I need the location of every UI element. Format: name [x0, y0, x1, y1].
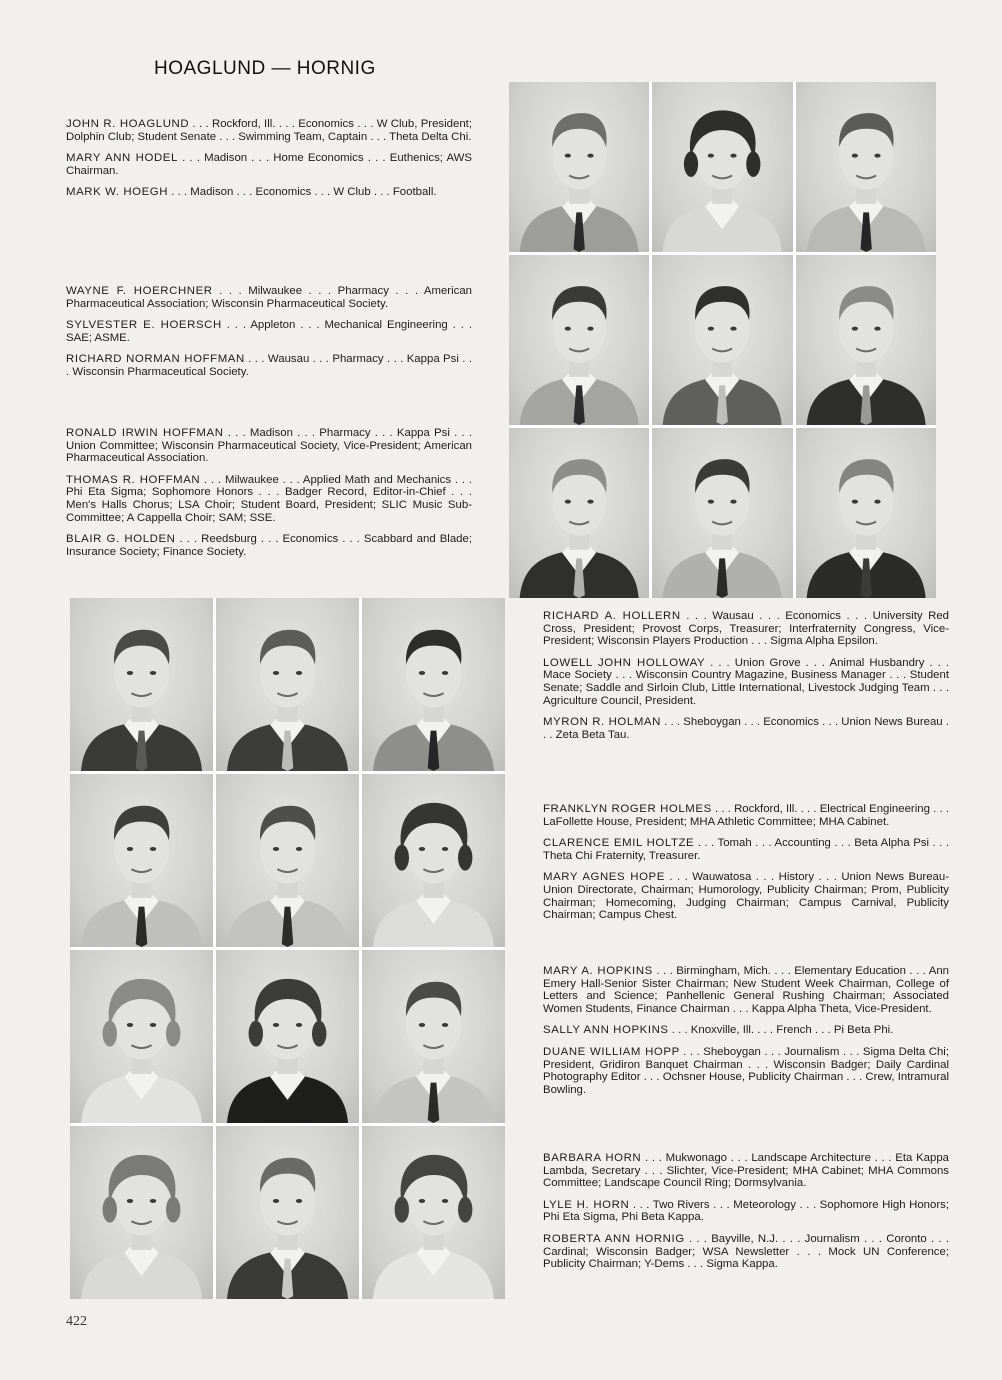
bio-name: MARY A. HOPKINS — [543, 965, 653, 977]
bio-entry — [66, 186, 472, 199]
bio-details: . . . Mukwonago . . . Landscape Architecture . . . Eta Kappa Lambda, Secretary . . . Slichter, Vice-President; MHA Cabinet; MHA Commons Committee; Landscape Council Ring; Dormsylvania. — [543, 1152, 949, 1190]
portrait-silhouette — [796, 255, 936, 425]
portrait-silhouette — [796, 82, 936, 252]
portrait-photo — [509, 82, 649, 252]
portrait-silhouette — [652, 82, 792, 252]
bio-name: MYRON R. HOLMAN — [543, 716, 661, 729]
bio-name: BARBARA HORN — [543, 1152, 642, 1164]
bio-entry — [66, 319, 472, 344]
portrait-photo — [362, 950, 505, 1123]
bio-entry — [543, 837, 949, 862]
bio-details: . . . Wauwatosa . . . History . . . Union News Bureau-Union Directorate, Chairman; Humorology, Publicity Chairman; Prom, Publicity Chairman; Homecoming, Judging Chairman; Campus Carnival, Publicity Chairman; Campus Chest. — [543, 871, 949, 922]
bio-details: . . . Milwaukee . . . Pharmacy . . . American Pharmaceutical Association; Wisconsin Pharmaceutical Society. — [66, 285, 472, 310]
bio-name: SYLVESTER E. HOERSCH — [66, 319, 222, 332]
bio-details: . . . Tomah . . . Accounting . . . Beta Alpha Psi . . . Theta Chi Fraternity, Treasurer. — [543, 837, 949, 862]
portrait-photo — [509, 255, 649, 425]
portrait-silhouette — [70, 1126, 213, 1299]
bio-entry — [543, 716, 949, 741]
portrait-photo — [362, 1126, 505, 1299]
bio-name: WAYNE F. HOERCHNER — [66, 285, 213, 297]
portrait-photo — [216, 774, 359, 947]
bio-details: . . . Madison . . . Economics . . . W Club . . . Football. — [168, 186, 437, 199]
portrait-silhouette — [70, 774, 213, 947]
bio-name: DUANE WILLIAM HOPP — [543, 1045, 680, 1058]
portrait-silhouette — [796, 428, 936, 598]
portrait-silhouette — [216, 950, 359, 1123]
portrait-photo — [652, 428, 792, 598]
bio-entry — [543, 657, 949, 707]
bio-entry — [543, 610, 949, 648]
portrait-grid-bottom — [70, 598, 505, 1299]
portrait-photo — [216, 1126, 359, 1299]
portrait-silhouette — [70, 950, 213, 1123]
bio-details: . . . Rockford, Ill. . . . Economics . . . W Club, President; Dolphin Club; Student Senate . . . Swimming Team, Captain . . . Theta Delta Chi. — [66, 118, 472, 143]
bio-entry — [543, 871, 949, 921]
portrait-photo — [796, 255, 936, 425]
portrait-photo — [70, 774, 213, 947]
portrait-silhouette — [216, 1126, 359, 1299]
bio-group-holmes — [543, 803, 949, 931]
portrait-silhouette — [362, 774, 505, 947]
bio-details: . . . Sheboygan . . . Journalism . . . Sigma Delta Chi; President, Gridiron Banquet Chairman . . . Wisconsin Badger; Daily Cardinal Photography Editor . . . Ochsner House, Publicity Chairman . . . Crew, Intramural Bowling. — [543, 1045, 949, 1096]
portrait-silhouette — [509, 428, 649, 598]
bio-entry — [543, 1152, 949, 1190]
bio-entry — [543, 1199, 949, 1224]
bio-details: . . . Two Rivers . . . Meteorology . . . Sophomore High Honors; Phi Eta Sigma, Phi Beta Kappa. — [543, 1198, 950, 1224]
portrait-silhouette — [362, 1126, 505, 1299]
bio-name: RONALD IRWIN HOFFMAN — [66, 427, 224, 439]
portrait-silhouette — [362, 950, 505, 1123]
portrait-photo — [70, 950, 213, 1123]
portrait-photo — [796, 428, 936, 598]
bio-entry — [66, 474, 472, 524]
bio-entry — [66, 427, 472, 465]
portrait-photo — [796, 82, 936, 252]
bio-name: RICHARD NORMAN HOFFMAN — [66, 353, 245, 366]
portrait-photo — [216, 598, 359, 771]
portrait-photo — [509, 428, 649, 598]
bio-group-hoaglund — [66, 118, 472, 208]
portrait-silhouette — [216, 774, 359, 947]
portrait-photo — [652, 255, 792, 425]
bio-details: . . . Birmingham, Mich. . . . Elementary Education . . . Ann Emery Hall-Senior Sister Chairman; New Student Week Chairman, College of Letters and Science; Panhellenic General Rushing Chairman; Associated Women Students, Finance Chairman . . . Kappa Alpha Theta, Vice-President. — [543, 965, 949, 1015]
portrait-silhouette — [70, 598, 213, 771]
bio-name: ROBERTA ANN HORNIG — [543, 1232, 685, 1245]
bio-name: FRANKLYN ROGER HOLMES — [543, 803, 712, 815]
page-number: 422 — [66, 1314, 87, 1329]
bio-name: LOWELL JOHN HOLLOWAY — [543, 656, 706, 669]
bio-name: LYLE H. HORN — [543, 1198, 630, 1211]
bio-details: . . . Madison . . . Home Economics . . . Euthenics; AWS Chairman. — [66, 152, 472, 177]
portrait-silhouette — [362, 598, 505, 771]
portrait-silhouette — [509, 82, 649, 252]
portrait-silhouette — [216, 598, 359, 771]
bio-entry — [543, 965, 949, 1015]
bio-name: MARK W. HOEGH — [66, 186, 169, 199]
bio-details: . . . Sheboygan . . . Economics . . . Union News Bureau . . . Zeta Beta Tau. — [543, 716, 949, 741]
bio-group-horn — [543, 1152, 949, 1280]
bio-name: MARY ANN HODEL — [66, 152, 178, 165]
portrait-photo — [70, 1126, 213, 1299]
bio-entry — [543, 1046, 949, 1096]
bio-entry — [543, 1233, 949, 1271]
portrait-silhouette — [652, 428, 792, 598]
bio-entry — [543, 803, 949, 828]
bio-entry — [66, 152, 472, 177]
bio-details: . . . Union Grove . . . Animal Husbandry . . . Mace Society . . . Wisconsin Country Magazine, Business Manager . . . Student Senate; Saddle and Sirloin Club, Little International, Livestock Judging Team . . . Agriculture Council, President. — [543, 656, 949, 707]
bio-group-hoerchner — [66, 285, 472, 388]
bio-details: . . . Milwaukee . . . Applied Math and Mechanics . . . Phi Eta Sigma; Sophomore Honors . . . Badger Record, Editor-in-Chief . . . Men's Halls Chorus; LSA Choir; Student Board, President; SLIC Music Sub-Committee; A Cappella Choir; SAM; SSE. — [66, 473, 472, 524]
portrait-silhouette — [652, 255, 792, 425]
bio-entry — [66, 118, 472, 143]
bio-group-hopkins — [543, 965, 949, 1105]
bio-name: RICHARD A. HOLLERN — [543, 610, 681, 622]
bio-details: . . . Wausau . . . Economics . . . University Red Cross, President; Provost Corps, Treasurer; Interfraternity Congress, Vice-President; Wisconsin Players Production . . . Sigma Alpha Epsilon. — [543, 610, 949, 648]
bio-details: . . . Appleton . . . Mechanical Engineering . . . SAE; ASME. — [66, 319, 472, 344]
bio-entry — [66, 533, 472, 558]
portrait-photo — [362, 774, 505, 947]
portrait-photo — [70, 598, 213, 771]
portrait-photo — [362, 598, 505, 771]
portrait-photo — [652, 82, 792, 252]
bio-entry — [66, 285, 472, 310]
bio-name: JOHN R. HOAGLUND — [66, 118, 190, 130]
page-header: HOAGLUND — HORNIG — [154, 58, 376, 79]
bio-name: CLARENCE EMIL HOLTZE — [543, 837, 695, 850]
portrait-photo — [216, 950, 359, 1123]
bio-group-hollern — [543, 610, 949, 750]
bio-name: MARY AGNES HOPE — [543, 871, 665, 884]
bio-details: . . . Madison . . . Pharmacy . . . Kappa Psi . . . Union Committee; Wisconsin Pharmaceutical Society, Vice-President; American Pharmaceutical Association. — [66, 427, 472, 465]
bio-details: . . . Knoxville, Ill. . . . French . . . Pi Beta Phi. — [668, 1024, 894, 1037]
bio-details: . . . Reedsburg . . . Economics . . . Scabbard and Blade; Insurance Society; Finance Society. — [66, 533, 472, 558]
bio-details: . . . Rockford, Ill. . . . Electrical Engineering . . . LaFollette House, President; MHA Athletic Committee; MHA Cabinet. — [543, 803, 949, 828]
bio-details: . . . Wausau . . . Pharmacy . . . Kappa Psi . . . Wisconsin Pharmaceutical Society. — [66, 353, 472, 378]
bio-details: . . . Bayville, N.J. . . . Journalism . . . Coronto . . . Cardinal; Wisconsin Badger; WSA Newsletter . . . Mock UN Conference; Publicity Chairman; Y-Dems . . . Sigma Kappa. — [543, 1232, 950, 1271]
portrait-silhouette — [509, 255, 649, 425]
bio-entry — [543, 1024, 949, 1037]
bio-group-hoffman — [66, 427, 472, 567]
bio-name: THOMAS R. HOFFMAN — [66, 473, 201, 486]
portrait-grid-top — [509, 82, 936, 598]
bio-name: SALLY ANN HOPKINS — [543, 1024, 669, 1037]
bio-name: BLAIR G. HOLDEN — [66, 533, 176, 546]
bio-entry — [66, 353, 472, 378]
